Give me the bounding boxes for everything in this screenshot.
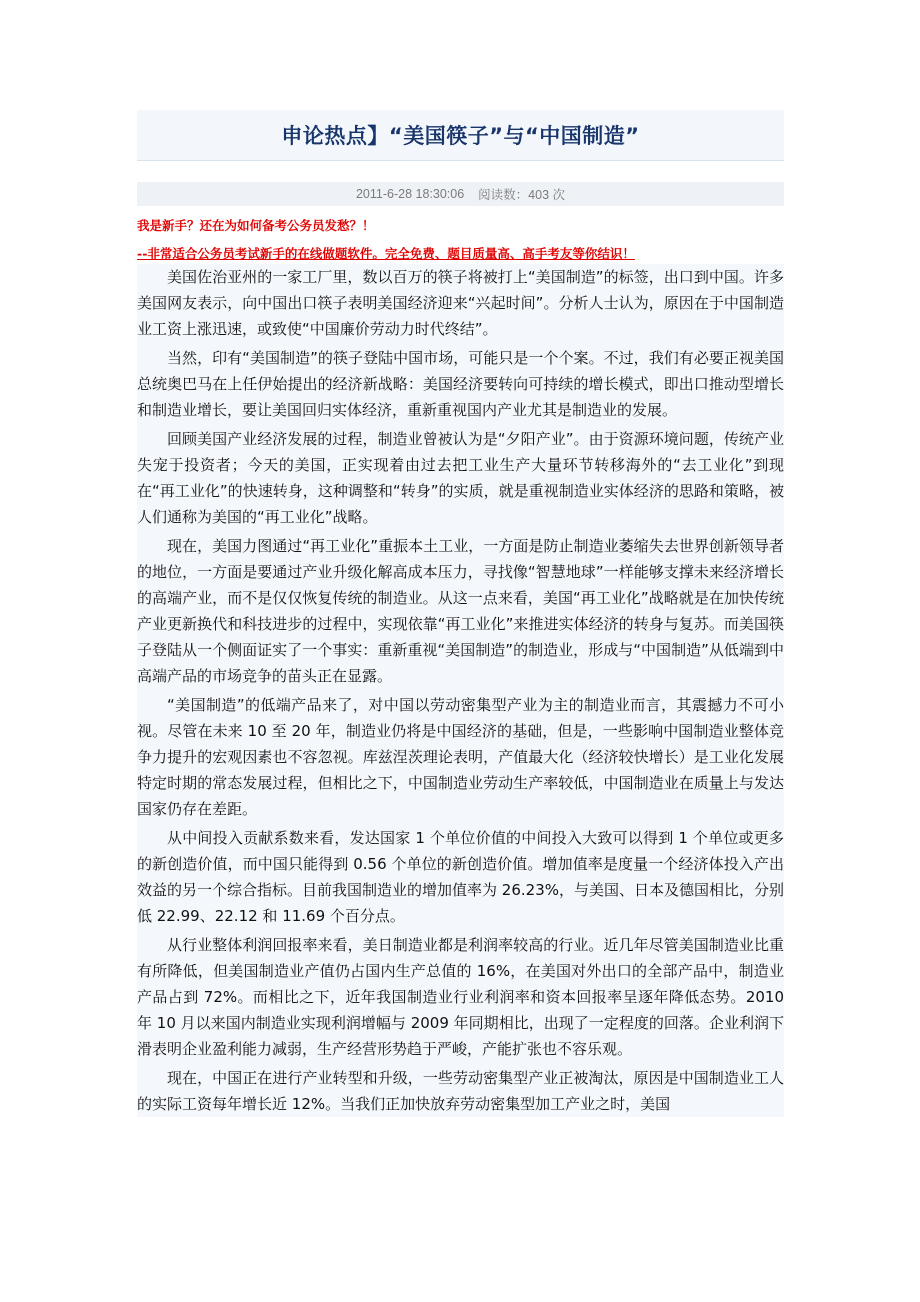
title-bar [137,110,784,161]
article-title: 申论热点】“美国筷子”与“中国制造” [281,124,640,148]
paragraph: 从中间投入贡献系数来看，发达国家 1 个单位价值的中间投入大致可以得到 1 个单位或更多的新创造价值，而中国只能得到 0.56 个单位的新创造价值。增加值率是度量一个经济体投入产出效益的另一个综合指标。目前我国制造业的增加值率为 26.23%，与美国、日本及德国相比，分别低 22.99、22.12 和 11.69 个百分点。 [137,829,784,925]
publish-date: 2011-6-28 18:30:06 [355,187,465,201]
paragraph: 当然，印有“美国制造”的筷子登陆中国市场，可能只是一个个案。不过，我们有必要正视美国总统奥巴马在上任伊始提出的经济新战略：美国经济要转向可持续的增长模式，即出口推动型增长和制造业增长，要让美国回归实体经济，重新重视国内产业尤其是制造业的发展。 [137,349,784,419]
article-container [137,110,784,1120]
paragraph: 现在，美国力图通过“再工业化”重振本土工业，一方面是防止制造业萎缩失去世界创新领导者的地位，一方面是要通过产业升级化解高成本压力，寻找像“智慧地球”一样能够支撑未来经济增长的高端产业，而不是仅仅恢复传统的制造业。从这一点来看，美国“再工业化”战略就是在加快传统产业更新换代和科技进步的过程中，实现依靠“再工业化”来推进实体经济的转身与复苏。而美国筷子登陆从一个侧面证实了一个事实：重新重视“美国制造”的制造业，形成与“中国制造”从低端到中高端产品的市场竞争的苗头正在显露。 [137,537,784,685]
read-count: 阅读数：403 次 [478,188,566,202]
article-body [137,264,784,1117]
paragraph: “美国制造”的低端产品来了，对中国以劳动密集型产业为主的制造业而言，其震撼力不可小视。尽管在未来 10 至 20 年，制造业仍将是中国经济的基础，但是，一些影响中国制造业整体竞争力提升的宏观因素也不容忽视。库兹涅茨理论表明，产值最大化（经济较快增长）是工业化发展特定时期的常态发展过程，但相比之下，中国制造业劳动生产率较低，中国制造业在质量上与发达国家仍存在差距。 [137,696,784,818]
paragraph: 从行业整体利润回报率来看，美日制造业都是利润率较高的行业。近几年尽管美国制造业比重有所降低，但美国制造业产值仍占国内生产总值的 16%，在美国对外出口的全部产品中，制造业产品占到 72%。而相比之下，近年我国制造业行业利润率和资本回报率呈逐年降低态势。2010 年 10 月以来国内制造业实现利润增幅与 2009 年同期相比，出现了一定程度的回落。企业利润下滑表明企业盈利能力减弱，生产经营形势趋于严峻，产能扩张也不容乐观。 [137,936,784,1058]
paragraph: 回顾美国产业经济发展的过程，制造业曾被认为是“夕阳产业”。由于资源环境问题，传统产业失宠于投资者；今天的美国，正实现着由过去把工业生产大量环节转移海外的“去工业化”到现在“再工业化”的快速转身，这种调整和“转身”的实质，就是重视制造业实体经济的思路和策略，被人们通称为美国的“再工业化”战略。 [137,430,784,526]
promo-link-1[interactable]: 我是新手？还在为如何备考公务员发愁？！ [137,218,375,233]
promo-link-2[interactable]: --非常适合公务员考试新手的在线做题软件。完全免费、题目质量高、高手考友等你结识！ [137,246,635,261]
paragraph: 美国佐治亚州的一家工厂里，数以百万的筷子将被打上“美国制造”的标签，出口到中国。许多美国网友表示，向中国出口筷子表明美国经济迎来“兴起时间”。分析人士认为，原因在于中国制造业工资上涨迅速，或致使“中国廉价劳动力时代终结”。 [137,268,784,338]
paragraph: 现在，中国正在进行产业转型和升级，一些劳动密集型产业正被淘汰，原因是中国制造业工人的实际工资每年增长近 12%。当我们正加快放弃劳动密集型加工产业之时，美国 [137,1069,784,1113]
meta-bar [137,182,784,206]
